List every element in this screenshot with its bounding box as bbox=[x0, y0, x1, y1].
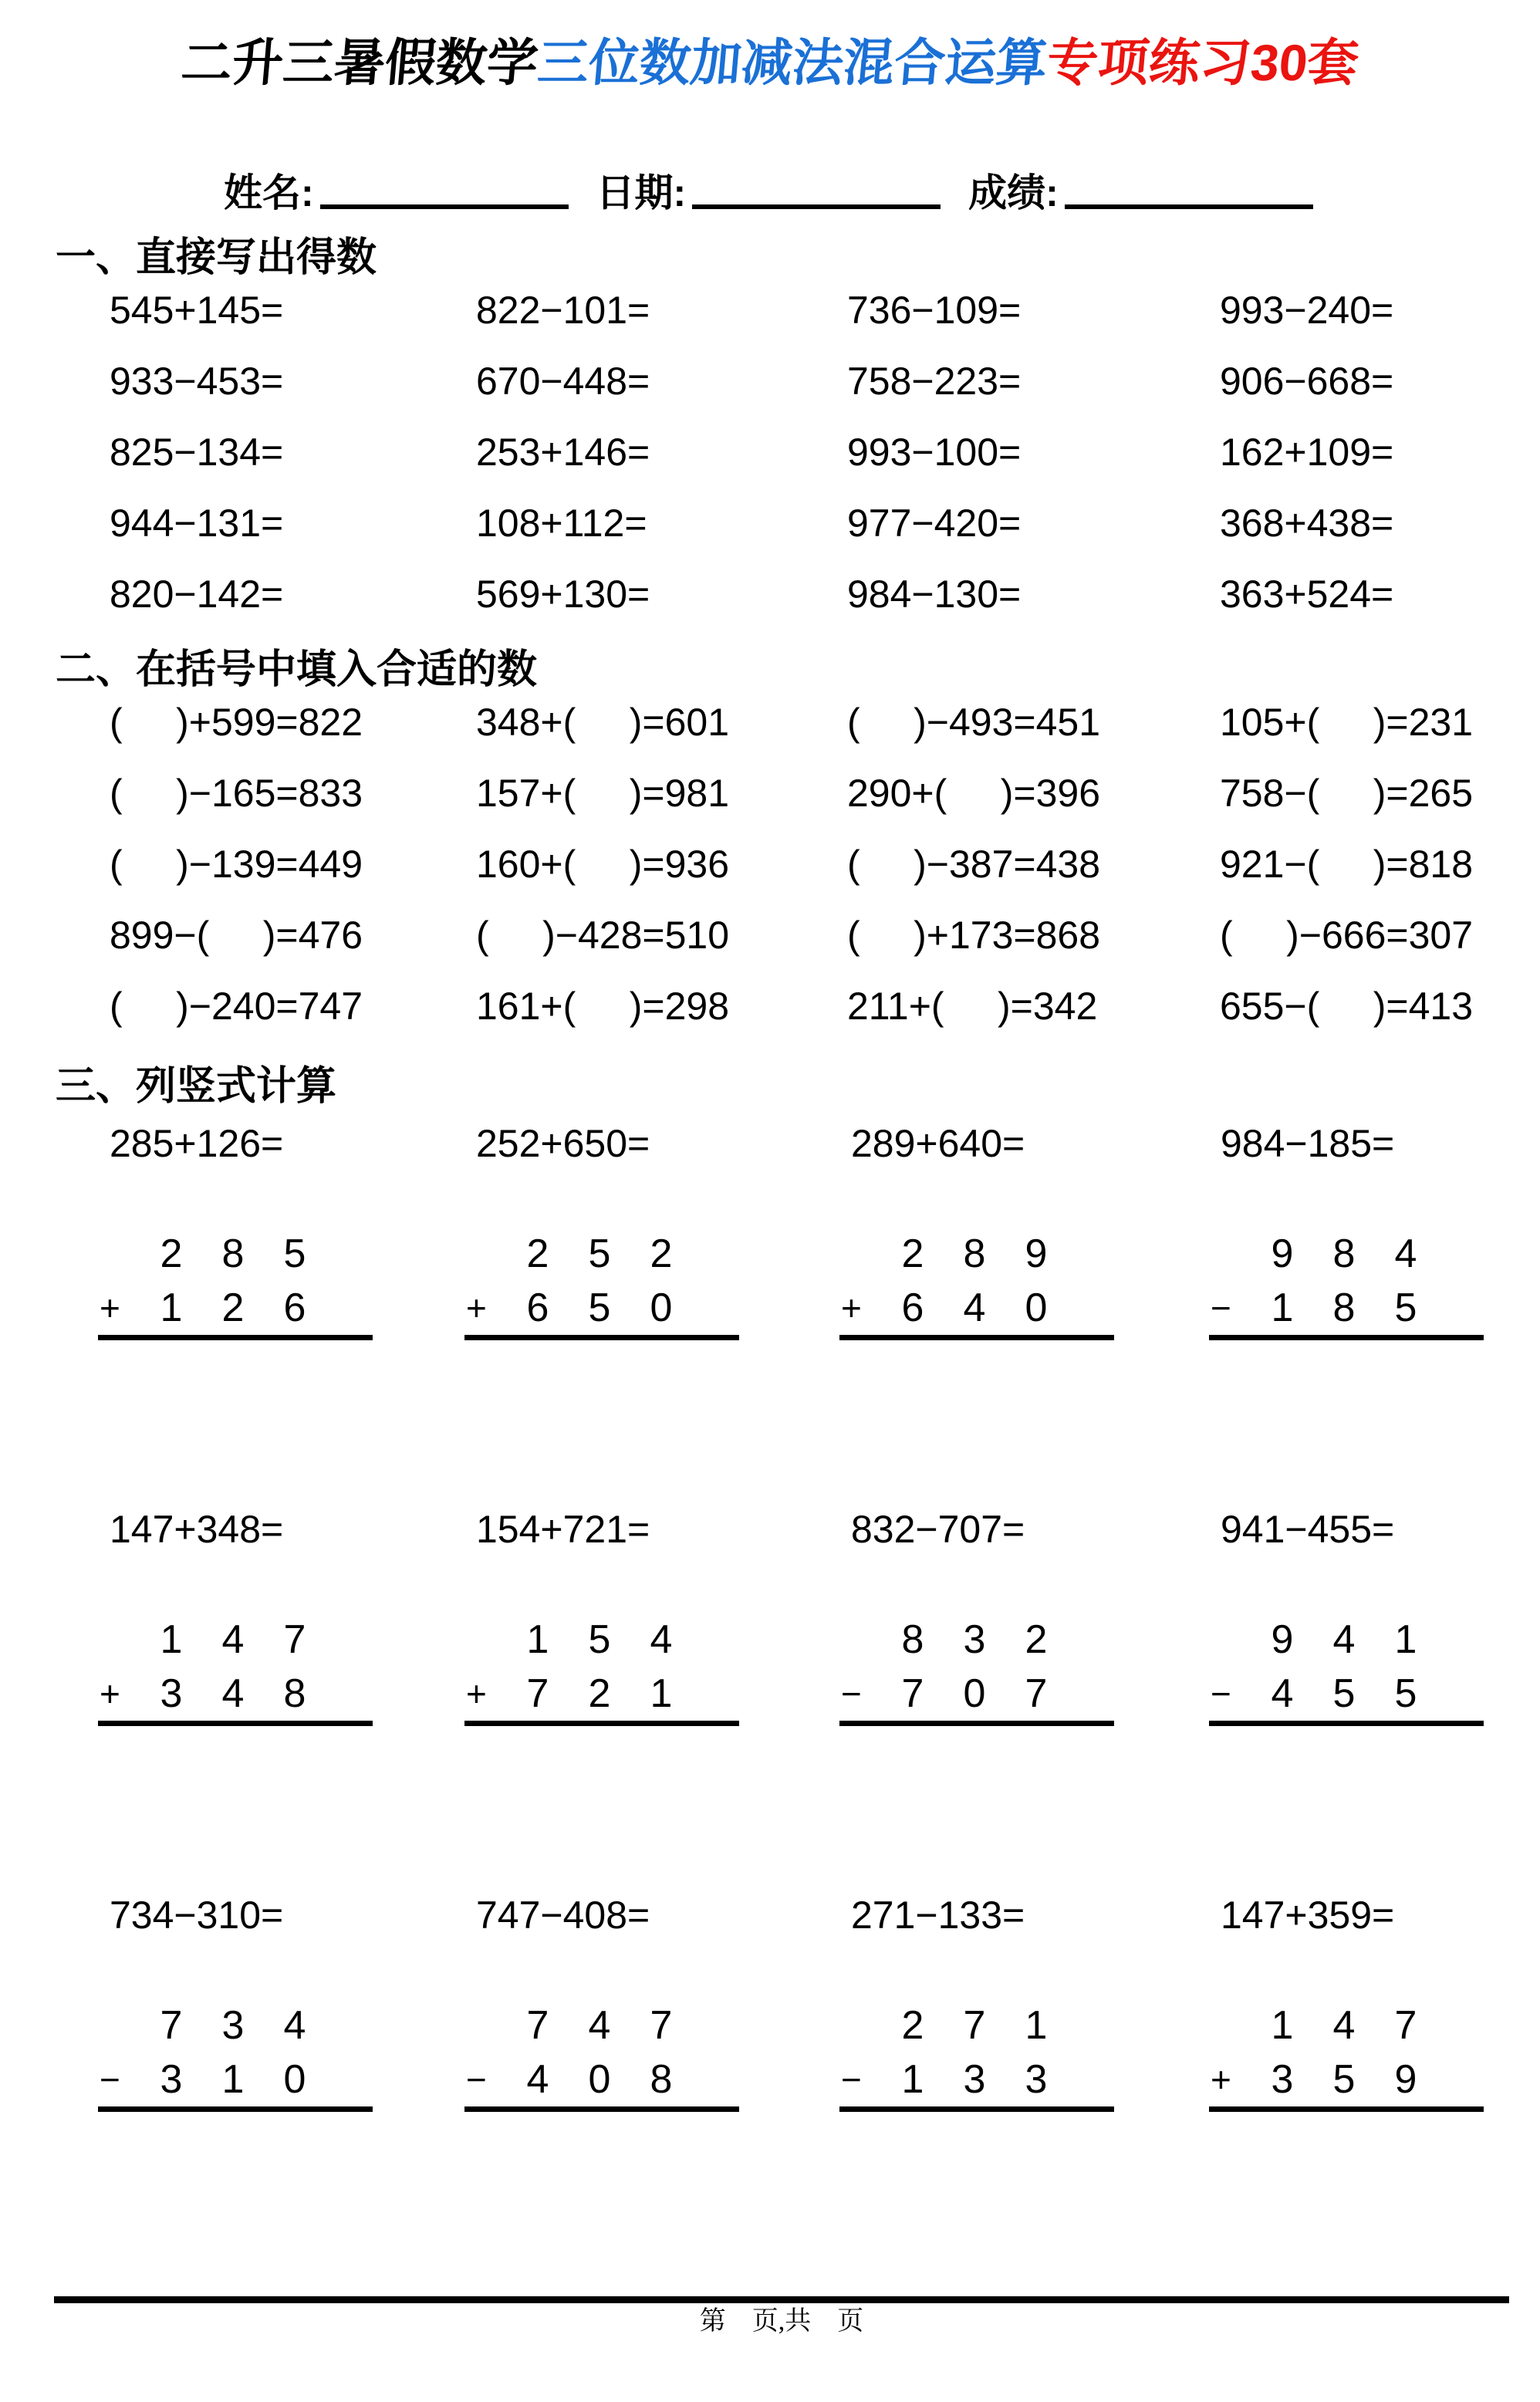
vertical-problem bbox=[1209, 1892, 1540, 2112]
digit: 1 bbox=[1394, 1617, 1417, 1662]
digit: 7 bbox=[963, 2003, 986, 2048]
operator-sign: + bbox=[466, 1674, 487, 1714]
problem: 108+112= bbox=[476, 502, 647, 545]
vertical-problem bbox=[839, 1892, 1209, 2112]
operator-placeholder bbox=[1209, 1227, 1251, 1281]
digit: 2 bbox=[901, 1231, 924, 1276]
digit: 7 bbox=[901, 1671, 924, 1716]
digit: 2 bbox=[1025, 1617, 1048, 1662]
vertical-problem bbox=[98, 1506, 464, 1726]
operator-sign: + bbox=[1211, 2059, 1231, 2100]
digit: 7 bbox=[1394, 2003, 1417, 2048]
top-operand-row bbox=[98, 1613, 373, 1667]
answer-line bbox=[98, 1721, 373, 1726]
problem: 977−420= bbox=[847, 502, 1022, 545]
answer-line bbox=[464, 1721, 739, 1726]
worksheet-page bbox=[0, 29, 1540, 2336]
top-operand-row bbox=[839, 1998, 1114, 2052]
vertical-problem-row bbox=[0, 1892, 1540, 2112]
operator-sign: − bbox=[100, 2059, 120, 2100]
digit: 2 bbox=[526, 1231, 549, 1276]
digit: 1 bbox=[650, 1671, 673, 1716]
digit: 7 bbox=[526, 1671, 549, 1716]
problem: 105+( )=231 bbox=[1220, 701, 1474, 744]
top-operand-row bbox=[98, 1227, 373, 1281]
digit: 1 bbox=[526, 1617, 549, 1662]
vertical-problem bbox=[464, 1120, 839, 1340]
operator-placeholder bbox=[98, 1613, 140, 1667]
problem: 993−240= bbox=[1220, 289, 1394, 332]
problem-row bbox=[0, 275, 1540, 346]
answer-line bbox=[1209, 1335, 1484, 1340]
digit: 2 bbox=[901, 2003, 924, 2048]
top-operand-row bbox=[1209, 1998, 1484, 2052]
digit: 3 bbox=[1025, 2057, 1048, 2102]
operator-placeholder bbox=[839, 1613, 882, 1667]
problem: ( )−666=307 bbox=[1220, 914, 1474, 957]
problem: 162+109= bbox=[1220, 431, 1394, 474]
section2-problem-grid bbox=[0, 687, 1540, 1042]
digit: 3 bbox=[963, 2057, 986, 2102]
digit: 7 bbox=[526, 2003, 549, 2048]
problem: ( )−165=833 bbox=[110, 772, 363, 815]
bottom-operand-row bbox=[839, 2052, 1114, 2106]
operator-sign: − bbox=[841, 1674, 862, 1714]
problem: ( )−139=449 bbox=[110, 843, 363, 886]
vertical-calc bbox=[98, 1613, 373, 1726]
digit: 7 bbox=[1025, 1671, 1048, 1716]
digit: 0 bbox=[963, 1671, 986, 1716]
problem: 211+( )=342 bbox=[847, 985, 1098, 1028]
problem-expression: 252+650= bbox=[476, 1122, 650, 1165]
title-part-blue: 三位数加减法混合运算 bbox=[535, 34, 1050, 91]
vertical-calc bbox=[98, 1227, 373, 1340]
problem: 655−( )=413 bbox=[1220, 985, 1474, 1028]
section2-heading: 二、在括号中填入合适的数 bbox=[56, 647, 538, 692]
problem: 822−101= bbox=[476, 289, 650, 332]
digit: 2 bbox=[221, 1285, 245, 1330]
vertical-calc bbox=[1209, 1998, 1484, 2112]
digit: 4 bbox=[283, 2003, 306, 2048]
problem-row bbox=[0, 559, 1540, 630]
problem: 161+( )=298 bbox=[476, 985, 730, 1028]
problem-expression: 147+348= bbox=[110, 1508, 284, 1551]
problem: 253+146= bbox=[476, 431, 650, 474]
digit: 9 bbox=[1025, 1231, 1048, 1276]
vertical-calc bbox=[1209, 1613, 1484, 1726]
top-operand-row bbox=[1209, 1613, 1484, 1667]
digit: 1 bbox=[160, 1617, 183, 1662]
digit: 4 bbox=[526, 2057, 549, 2102]
student-info-row bbox=[224, 170, 1540, 216]
digit: 8 bbox=[283, 1671, 306, 1716]
problem: 569+130= bbox=[476, 573, 650, 616]
top-operand-row bbox=[1209, 1227, 1484, 1281]
digit: 3 bbox=[963, 1617, 986, 1662]
vertical-calc bbox=[464, 1613, 739, 1726]
answer-line bbox=[98, 2106, 373, 2112]
problem: 758−( )=265 bbox=[1220, 772, 1474, 815]
problem-row bbox=[0, 687, 1540, 758]
problem-expression: 154+721= bbox=[476, 1508, 650, 1551]
digit: 2 bbox=[588, 1671, 611, 1716]
operator-sign: − bbox=[1211, 1674, 1231, 1714]
digit: 0 bbox=[588, 2057, 611, 2102]
name-label: 姓名: bbox=[224, 171, 314, 215]
digit: 1 bbox=[901, 2057, 924, 2102]
bottom-operand-row bbox=[839, 1667, 1114, 1721]
bottom-operand-row bbox=[1209, 2052, 1484, 2106]
digit: 7 bbox=[650, 2003, 673, 2048]
digit: 4 bbox=[1332, 1617, 1356, 1662]
digit: 5 bbox=[588, 1617, 611, 1662]
problem-expression: 734−310= bbox=[110, 1894, 284, 1937]
digit: 1 bbox=[1271, 2003, 1294, 2048]
answer-line bbox=[464, 2106, 739, 2112]
top-operand-row bbox=[839, 1613, 1114, 1667]
operator-sign: + bbox=[100, 1674, 120, 1714]
problem-row bbox=[0, 900, 1540, 971]
problem: 363+524= bbox=[1220, 573, 1394, 616]
page-footer bbox=[54, 2296, 1509, 2337]
date-label: 日期: bbox=[596, 171, 687, 215]
problem-row bbox=[0, 488, 1540, 559]
problem: 670−448= bbox=[476, 360, 650, 403]
vertical-problem bbox=[98, 1892, 464, 2112]
section3-heading: 三、列竖式计算 bbox=[56, 1064, 337, 1109]
problem-row bbox=[0, 758, 1540, 829]
digit: 4 bbox=[963, 1285, 986, 1330]
problem: 545+145= bbox=[110, 289, 284, 332]
problem-expression: 747−408= bbox=[476, 1894, 650, 1937]
problem: 368+438= bbox=[1220, 502, 1394, 545]
problem: 933−453= bbox=[110, 360, 284, 403]
top-operand-row bbox=[464, 1227, 739, 1281]
problem: 157+( )=981 bbox=[476, 772, 730, 815]
top-operand-row bbox=[98, 1998, 373, 2052]
digit: 3 bbox=[160, 1671, 183, 1716]
problem: 290+( )=396 bbox=[847, 772, 1101, 815]
bottom-operand-row bbox=[464, 1281, 739, 1335]
operator-placeholder bbox=[839, 1998, 882, 2052]
problem-expression: 289+640= bbox=[851, 1122, 1025, 1165]
vertical-problem bbox=[464, 1506, 839, 1726]
problem: ( )−428=510 bbox=[476, 914, 730, 957]
digit: 6 bbox=[526, 1285, 549, 1330]
digit: 7 bbox=[160, 2003, 183, 2048]
problem: 921−( )=818 bbox=[1220, 843, 1474, 886]
problem: 944−131= bbox=[110, 502, 284, 545]
problem-expression: 984−185= bbox=[1221, 1122, 1395, 1165]
problem: 899−( )=476 bbox=[110, 914, 363, 957]
bottom-operand-row bbox=[98, 1281, 373, 1335]
operator-placeholder bbox=[464, 1227, 507, 1281]
name-blank-line bbox=[320, 171, 569, 209]
digit: 6 bbox=[283, 1285, 306, 1330]
score-label: 成绩: bbox=[968, 171, 1059, 215]
digit: 4 bbox=[221, 1671, 245, 1716]
answer-line bbox=[1209, 1721, 1484, 1726]
name-group bbox=[224, 170, 569, 216]
vertical-problem-row bbox=[0, 1506, 1540, 1726]
bottom-operand-row bbox=[464, 2052, 739, 2106]
digit: 1 bbox=[1025, 2003, 1048, 2048]
problem-expression: 285+126= bbox=[110, 1122, 284, 1165]
bottom-operand-row bbox=[98, 2052, 373, 2106]
vertical-problem bbox=[1209, 1120, 1540, 1340]
problem: 825−134= bbox=[110, 431, 284, 474]
vertical-problem bbox=[839, 1120, 1209, 1340]
problem: 906−668= bbox=[1220, 360, 1394, 403]
score-blank-line bbox=[1065, 171, 1313, 209]
problem-row bbox=[0, 829, 1540, 900]
answer-line bbox=[1209, 2106, 1484, 2112]
digit: 5 bbox=[283, 1231, 306, 1276]
digit: 9 bbox=[1271, 1617, 1294, 1662]
digit: 8 bbox=[221, 1231, 245, 1276]
problem: 984−130= bbox=[847, 573, 1022, 616]
problem: ( )−240=747 bbox=[110, 985, 363, 1028]
vertical-calc bbox=[464, 1998, 739, 2112]
problem-expression: 147+359= bbox=[1221, 1894, 1395, 1937]
digit: 1 bbox=[1271, 1285, 1294, 1330]
footer-rule bbox=[54, 2296, 1509, 2303]
vertical-problem bbox=[464, 1892, 839, 2112]
page-number-text: 第 页,共 页 bbox=[699, 2307, 864, 2336]
operator-sign: + bbox=[100, 1288, 120, 1328]
page-title bbox=[0, 29, 1540, 96]
vertical-calc bbox=[1209, 1227, 1484, 1340]
digit: 5 bbox=[588, 1285, 611, 1330]
digit: 3 bbox=[160, 2057, 183, 2102]
digit: 8 bbox=[1332, 1231, 1356, 1276]
problem: ( )−387=438 bbox=[847, 843, 1101, 886]
problem-expression: 271−133= bbox=[851, 1894, 1025, 1937]
operator-placeholder bbox=[464, 1613, 507, 1667]
problem: ( )+599=822 bbox=[110, 701, 363, 744]
vertical-problem bbox=[98, 1120, 464, 1340]
section3-problem-grid bbox=[0, 1120, 1540, 2112]
problem: 736−109= bbox=[847, 289, 1022, 332]
digit: 4 bbox=[650, 1617, 673, 1662]
section1-heading: 一、直接写出得数 bbox=[56, 235, 377, 280]
operator-placeholder bbox=[1209, 1613, 1251, 1667]
digit: 0 bbox=[650, 1285, 673, 1330]
vertical-calc bbox=[839, 1613, 1114, 1726]
digit: 8 bbox=[963, 1231, 986, 1276]
section1-problem-grid bbox=[0, 275, 1540, 630]
operator-placeholder bbox=[464, 1998, 507, 2052]
bottom-operand-row bbox=[1209, 1281, 1484, 1335]
problem: 348+( )=601 bbox=[476, 701, 730, 744]
bottom-operand-row bbox=[98, 1667, 373, 1721]
vertical-problem bbox=[1209, 1506, 1540, 1726]
answer-line bbox=[464, 1335, 739, 1340]
section-fill-brackets bbox=[0, 648, 1540, 1042]
answer-line bbox=[98, 1335, 373, 1340]
title-part-red: 专项练习30套 bbox=[1045, 34, 1361, 91]
operator-placeholder bbox=[1209, 1998, 1251, 2052]
score-group bbox=[968, 170, 1313, 216]
digit: 4 bbox=[221, 1617, 245, 1662]
digit: 4 bbox=[588, 2003, 611, 2048]
problem: 758−223= bbox=[847, 360, 1022, 403]
problem: 820−142= bbox=[110, 573, 284, 616]
problem: ( )−493=451 bbox=[847, 701, 1101, 744]
operator-placeholder bbox=[98, 1227, 140, 1281]
operator-sign: − bbox=[1211, 1288, 1231, 1328]
problem-expression: 941−455= bbox=[1221, 1508, 1395, 1551]
title-part-black: 二升三暑假数学 bbox=[179, 34, 541, 91]
digit: 5 bbox=[1332, 1671, 1356, 1716]
digit: 1 bbox=[221, 2057, 245, 2102]
digit: 5 bbox=[1394, 1285, 1417, 1330]
section-oral-calculation bbox=[0, 236, 1540, 630]
digit: 4 bbox=[1394, 1231, 1417, 1276]
vertical-calc bbox=[839, 1998, 1114, 2112]
operator-placeholder bbox=[839, 1227, 882, 1281]
digit: 5 bbox=[1332, 2057, 1356, 2102]
digit: 7 bbox=[283, 1617, 306, 1662]
digit: 1 bbox=[160, 1285, 183, 1330]
digit: 2 bbox=[160, 1231, 183, 1276]
problem-row bbox=[0, 346, 1540, 417]
bottom-operand-row bbox=[464, 1667, 739, 1721]
vertical-calc bbox=[839, 1227, 1114, 1340]
problem: 993−100= bbox=[847, 431, 1022, 474]
vertical-problem-row bbox=[0, 1120, 1540, 1340]
bottom-operand-row bbox=[839, 1281, 1114, 1335]
vertical-calc bbox=[464, 1227, 739, 1340]
problem-row bbox=[0, 417, 1540, 488]
vertical-problem bbox=[839, 1506, 1209, 1726]
digit: 5 bbox=[1394, 1671, 1417, 1716]
digit: 4 bbox=[1332, 2003, 1356, 2048]
operator-sign: − bbox=[841, 2059, 862, 2100]
operator-placeholder bbox=[98, 1998, 140, 2052]
answer-line bbox=[839, 1721, 1114, 1726]
operator-sign: + bbox=[841, 1288, 862, 1328]
operator-sign: + bbox=[466, 1288, 487, 1328]
digit: 0 bbox=[1025, 1285, 1048, 1330]
digit: 0 bbox=[283, 2057, 306, 2102]
digit: 9 bbox=[1271, 1231, 1294, 1276]
problem-row bbox=[0, 971, 1540, 1042]
digit: 3 bbox=[221, 2003, 245, 2048]
top-operand-row bbox=[464, 1998, 739, 2052]
digit: 5 bbox=[588, 1231, 611, 1276]
digit: 8 bbox=[1332, 1285, 1356, 1330]
date-group bbox=[596, 170, 941, 216]
problem-expression: 832−707= bbox=[851, 1508, 1025, 1551]
digit: 2 bbox=[650, 1231, 673, 1276]
digit: 4 bbox=[1271, 1671, 1294, 1716]
top-operand-row bbox=[464, 1613, 739, 1667]
vertical-calc bbox=[98, 1998, 373, 2112]
digit: 3 bbox=[1271, 2057, 1294, 2102]
top-operand-row bbox=[839, 1227, 1114, 1281]
section-vertical-calculation bbox=[0, 1065, 1540, 2112]
digit: 8 bbox=[650, 2057, 673, 2102]
operator-sign: − bbox=[466, 2059, 487, 2100]
bottom-operand-row bbox=[1209, 1667, 1484, 1721]
date-blank-line bbox=[692, 171, 941, 209]
digit: 8 bbox=[901, 1617, 924, 1662]
problem: 160+( )=936 bbox=[476, 843, 730, 886]
digit: 6 bbox=[901, 1285, 924, 1330]
answer-line bbox=[839, 2106, 1114, 2112]
problem: ( )+173=868 bbox=[847, 914, 1101, 957]
answer-line bbox=[839, 1335, 1114, 1340]
digit: 9 bbox=[1394, 2057, 1417, 2102]
